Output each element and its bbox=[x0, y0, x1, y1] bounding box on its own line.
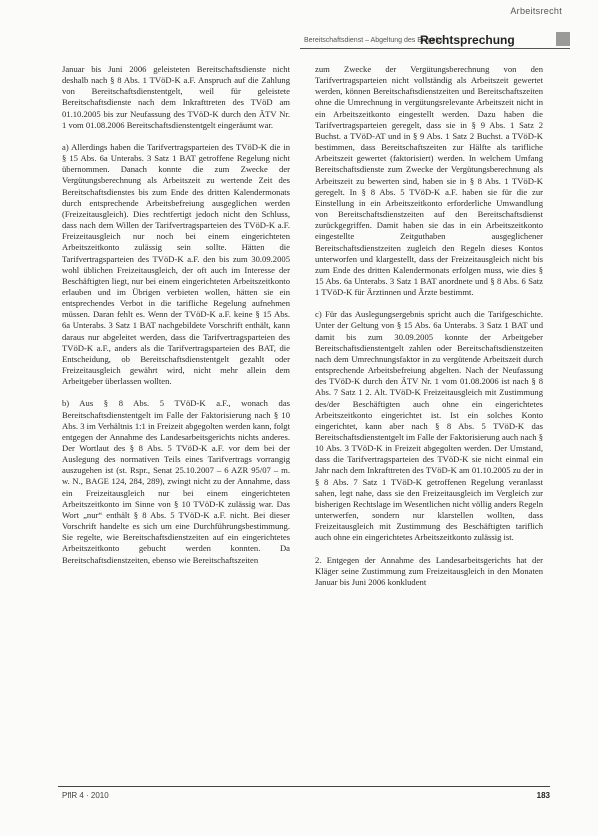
section-tag: Arbeitsrecht bbox=[510, 6, 562, 16]
header-marker-box bbox=[556, 32, 570, 46]
paragraph: c) Für das Auslegungsergebnis spricht auch die Tarifgeschichte. Unter der Geltung von § 15 Abs. 6a Unterabs. 3 Satz 1 BAT und damit bis zum 30.09.2005 konnte der Arbeitgeber Bereitschaftsdienstentgelt zahlen oder Bereitschaftsdienstzeiten nach dem Umrechnungsfaktor in zu vergütende Arbeitszeit durch entsprechende Arbeitsbefreiung abgelten. Nach der Neufassung des TVöD-K durch den ÄTV Nr. 1 vom 01.08.2006 ist nach § 8 Abs. 7 Satz 1 2. Alt. TVöD-K Freizeitausgleich mit Zustimmung des/der Beschäftigten auch ohne ein eingerichtetes Arbeitszeitkonto eingerichtet ist. Ist ein solches Konto eingerichtet, kann aber nach § 8 Abs. 5 TVöD-K das Bereitschaftsdienstentgelt im Falle der Faktorisierung auch nach § 10 Abs. 3 TVöD-K in Freizeit abgegolten werden. Der Umstand, dass die Tarifvertragsparteien des TVöD-K sie nicht einmal ein Jahr nach dem Inkrafttreten des TVöD-K am 01.10.2005 zu der in § 8 Abs. 7 Satz 1 TVöD-K getroffenen Regelung veranlasst sahen, legt nahe, dass sie den Freizeitausgleich im Vergleich zur bisherigen Rechtslage im Wesentlichen nicht völlig anders Regeln unterwerfen, sondern nur klarstellen wollten, dass Freizeitausgleich mit Zustimmung des Beschäftigten tariflich auch ohne ein eingerichtetes Arbeitszeitkonto zulässig ist. bbox=[315, 309, 543, 543]
journal-citation: PflR 4 · 2010 bbox=[62, 791, 109, 800]
paragraph: Januar bis Juni 2006 geleisteten Bereitschaftsdienste nicht deshalb nach § 8 Abs. 1 TVöD-K a.F. Anspruch auf die Zahlung von Bereitschaftsdienstentgelt, weil für geleistete Bereitschaftsdienste nach dem Inkrafttreten des TVöD am 01.10.2005 bis zur Neufassung des TVöD-K durch den ÄTV Nr. 1 vom 01.08.2006 Bereitschaftsdienstentgelt eingeräumt war. bbox=[62, 64, 290, 130]
paragraph: 2. Entgegen der Annahme des Landesarbeitsgerichts hat der Kläger seine Zustimmung zum Freizeitausgleich in den Monaten Januar bis Juni 2006 konkludent bbox=[315, 554, 543, 587]
left-column bbox=[62, 64, 290, 566]
header-rule bbox=[300, 48, 570, 49]
right-column bbox=[315, 64, 543, 588]
running-head-subtitle: Bereitschaftsdienst – Abgeltung des Entgelts bbox=[304, 37, 443, 44]
running-head-title: Rechtsprechung bbox=[420, 33, 515, 47]
page-number: 183 bbox=[536, 791, 550, 800]
paragraph: a) Allerdings haben die Tarifvertragsparteien des TVöD-K die in § 15 Abs. 6a Unterabs. 3 Satz 1 BAT getroffene Regelung nicht übernommen. Danach konnte die zum Zwecke der Vergütungsberechnung als Arbeitszeit zu wertende Zeit des Bereitschaftsdienstes bis zum Ende des dritten Kalendermonats durch entsprechende Arbeitsbefreiung ausgeglichen werden (Freizeitausgleich). Dies rechtfertigt jedoch nicht den Schluss, dass nach dem Willen der Tarifvertragsparteien des TVöD-K a.F. Freizeitausgleich nur noch bei einem eingerichteten Arbeitszeitkonto zulässig sein sollte. Hätten die Tarifvertragsparteien des TVöD-K a.F. den bis zum 30.09.2005 wohl üblichen Freizeitausgleich, der oft auch im Interesse der Beschäftigten liegt, nur bei einem eingerichteten Arbeitszeitkonto erlauben und im Übrigen verbieten wollen, hätten sie ein entsprechendes Verbot in die tarifliche Regelung aufnehmen müssen. Daran fehlt es. Wenn der TVöD-K a.F. keine § 15 Abs. 6a Unterabs. 3 Satz 1 BAT nachgebildete Vorschrift enthält, kann daraus nur abgeleitet werden, dass die Tarifvertragsparteien des TVöD-K a.F., anders als die Tarifvertragsparteien des BAT, die Entscheidung, ob Bereitschaftsdienstentgelt gezahlt oder Freizeitausgleich gewährt wird, nicht mehr allein dem Arbeitgeber überlassen wollten. bbox=[62, 141, 290, 387]
paragraph: zum Zwecke der Vergütungsberechnung von den Tarifvertragsparteien nicht vollständig als Arbeitszeit gewertet werden, können Bereitschaftsdienstzeiten und Bereitschaftszeiten ohne die Umrechnung in vergütungsrelevante Arbeitszeit nicht in ein Arbeitszeitkonto eingestellt werden. Dazu haben die Tarifvertragsparteien geregelt, dass sie in § 9 Abs. 1 Satz 2 Buchst. a TVöD-AT und in § 9 Abs. 1 Satz 2 Buchst. a TVöD-K bestimmen, dass Bereitschaftszeiten zur Hälfte als tarifliche Arbeitszeit gewertet (faktorisiert) werden. In welchem Umfang Bereitschaftsdienste zum Zwecke der Vergütungsberechnung als Arbeitszeit zu bewerten sind, haben sie in § 8 Abs. 1 TVöD-K geregelt. In § 8 Abs. 5 TVöD-K a.F. haben sie für die zur Einstellung in ein Arbeitszeitkonto erforderliche Umwandlung von Bereitschaftsdienstzeiten auf den Bereitschaftsdienst zurückgegriffen. Damit haben sie das in ein Arbeitszeitkonto eingestellte Zeitguthaben ausgeglichener Bereitschaftsdienstzeiten zugleich den Regeln dieses Kontos unterworfen und klargestellt, dass der Freizeitausgleich nicht bis zum Ende des dritten Kalendermonats erfolgen muss, wie dies § 15 Abs. 6a Unterabs. 3 Satz 1 BAT anordnete und § 8 Abs. 6 Satz 1 TVöD-K für Ärztinnen und Ärzte bestimmt. bbox=[315, 64, 543, 298]
footer-rule bbox=[58, 786, 550, 787]
paragraph: b) Aus § 8 Abs. 5 TVöD-K a.F., wonach das Bereitschaftsdienstentgelt im Falle der Faktorisierung nach § 10 Abs. 3 im Verhältnis 1:1 in Freizeit abgegolten werden kann, folgt entgegen der Annahme des Landesarbeitsgerichts nichts anderes. Der Wortlaut des § 8 Abs. 5 TVöD-K a.F. vor dem bei der Auslegung des normativen Teils eines Tarifvertrags vorrangig auszugehen ist (st. Rspr., Senat 25.10.2007 – 6 AZR 95/07 – m. w. N., BAGE 124, 284, 289), zwingt nicht zu der Annahme, dass ein Freizeitausgleich nur bei einem eingerichteten Arbeitszeitkonto im Sinne von § 10 TVöD-K zulässig war. Das Wort „nur“ enthält § 8 Abs. 5 TVöD-K a.F. nicht. Bei dieser Vorschrift handelte es sich um eine Durchführungsbestimmung. Sie regelte, wie Bereitschaftsdienstzeiten auf ein eingerichtetes Arbeitszeitkonto gebucht werden konnten. Da Bereitschaftsdienstzeiten, ebenso wie Bereitschaftszeiten bbox=[62, 398, 290, 565]
